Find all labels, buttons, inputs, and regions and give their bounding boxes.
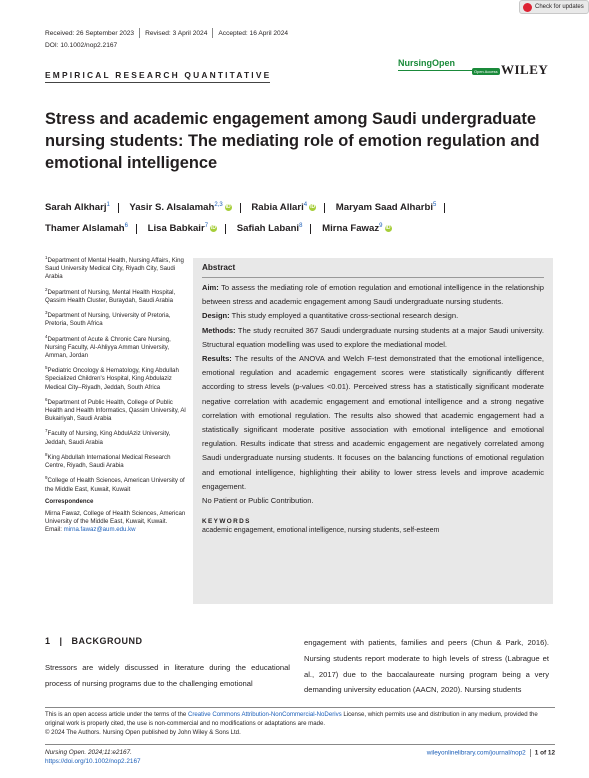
article-dates — [45, 28, 288, 38]
abstract-heading: Abstract — [202, 263, 236, 272]
affiliation-item: $^4$Department of Acute & Chronic Care Nursing, Nursing Faculty, Al-Ahliyya Amman University, Amman, Jordan — [45, 333, 171, 359]
footer-divider-bottom — [45, 744, 555, 745]
affiliation-item: $^3$Department of Nursing, University of Pretoria, Pretoria, South Africa — [45, 310, 171, 328]
author[interactable]: Rabia Allari$^4$ iD — [251, 202, 316, 214]
abstract-contribution: No Patient or Public Contribution. — [202, 496, 314, 506]
affiliation-item: $^6$Department of Public Health, College of Public Health and Health Informatics, Qassim University, Al Bukairiyah, Saudi Arabia — [45, 396, 186, 423]
publisher-logo[interactable]: WILEY — [501, 62, 549, 77]
abstract-results: Results: The results of the ANOVA and Welch F-test demonstrated that the emotional intelligence, emotional regulation and academic engagement scores were statistically significantly different according to stress levels (p-values <0.01). Perceived stress has a statistically significant moderate negative correlation with academic engagement and emotional intelligence and a strong negative correlation with emotional regulation. The results also showed that academic engagement had a statistically significant moderate positive association with emotional intelligence and emotional regulation. Results indicate that stress and academic engagement are negatively correlated among Saudi undergraduate nursing students. It focuses on the balancing functions of emotional regulation and emotional intelligence, highlighting their ability to lower stress levels and improve academic engagement. — [202, 354, 544, 491]
author-list — [45, 196, 555, 238]
section-label-rule — [45, 82, 270, 83]
abstract-aim: Aim: To assess the mediating role of emotion regulation and emotional intelligence in the relationship between stress and academic engagement among Saudi undergraduate nursing students. — [202, 283, 544, 307]
orcid-icon[interactable]: iD — [211, 225, 217, 232]
orcid-icon[interactable]: iD — [225, 204, 231, 211]
affiliation-item: $^1$Department of Mental Health, Nursing Affairs, King Saud University Medical City, Riyadh City, Saudi Arabia — [45, 255, 184, 281]
accepted-date: Accepted: 16 April 2024 — [218, 29, 289, 37]
body-column-right: engagement with patients, families and peers (Chun & Park, 2016). Nursing students report moderate to high levels of stress (Labrague et al., 2017) due to the baccalaureate nursing program being a very demanding university education (AACN, 2020). Nursing students — [304, 638, 549, 695]
journal-site-link[interactable]: wileyonlinelibrary.com/journal/nop2 — [426, 749, 526, 757]
author[interactable]: Sarah Alkharj$^1$ — [45, 202, 110, 214]
footer-divider — [45, 707, 555, 708]
license-text: This is an open access article under the terms of the Creative Commons Attribution-NonCommercial-NoDerivs License, which permits use and distribution in any medium, provided the original work is properly cited, the use is non-commercial and no modifications or adaptations are made. © 2024 The Authors. Nursing Open published by John Wiley & Sons Ltd. — [45, 711, 538, 736]
body-column-left: Stressors are widely discussed in literature during the educational process of nursing programs due to the challenging emotional — [45, 663, 290, 688]
abstract-methods: Methods: The study recruited 367 Saudi undergraduate nursing students at a major Saudi university. Structural equation modelling was used to explore the mediational model. — [202, 325, 544, 349]
orcid-icon[interactable]: iD — [385, 225, 391, 232]
affiliation-item: $^9$College of Health Sciences, American University of the Middle East, Kuwait, Kuwait — [45, 475, 185, 493]
open-access-badge: Open Access — [474, 69, 498, 74]
abstract-body — [202, 281, 544, 508]
page-info — [427, 749, 555, 757]
abstract-box — [193, 258, 553, 604]
copyright-text: © 2024 The Authors. Nursing Open published by John Wiley & Sons Ltd. — [45, 729, 241, 736]
abstract-divider — [202, 277, 544, 278]
affiliation-item: $^2$Department of Nursing, Mental Health Hospital, Qassim Health Cluster, Buraydah, Saudi Arabia — [45, 286, 176, 304]
check-updates-icon — [523, 3, 532, 12]
revised-date: Revised: 3 April 2024 — [145, 29, 208, 37]
author[interactable]: Thamer Alslamah$^6$ — [45, 223, 128, 235]
author[interactable]: Mirna Fawaz$^9$ iD — [322, 223, 391, 235]
keywords-list: academic engagement, emotional intelligence, nursing students, self-esteem — [202, 527, 440, 535]
correspondence-text: Mirna Fawaz, College of Health Sciences, American University of the Middle East, Kuwait, Kuwait. Email: mirna.fawaz@aum.edu.kw — [45, 509, 186, 534]
license-link[interactable]: Creative Commons Attribution-NonCommercial-NoDerivs — [187, 711, 342, 718]
section-heading-background: 1 | BACKGROUND — [45, 636, 143, 646]
abstract-design: Design: This study employed a quantitative cross-sectional research design. — [202, 311, 459, 321]
doi-link[interactable]: https://doi.org/10.1002/nop2.2167 — [45, 758, 141, 765]
journal-logo[interactable]: NursingOpen — [398, 58, 456, 68]
author[interactable]: Safiah Labani$^8$ — [236, 223, 303, 235]
correspondence-heading: Correspondence — [45, 497, 94, 505]
affiliation-item: $^8$King Abdullah International Medical Research Centre, Riyadh, Saudi Arabia — [45, 451, 171, 470]
doi-text: DOI: 10.1002/nop2.2167 — [45, 42, 118, 49]
author[interactable]: Lisa Babkair$^7$ iD — [147, 223, 217, 235]
article-type-label: EMPIRICAL RESEARCH QUANTITATIVE — [45, 70, 272, 80]
affiliation-item: $^5$Pediatric Oncology & Hematology, King Abdullah Specialized Children's Hospital, King Abdulaziz Medical City–Riyadh, Jeddah, South Africa — [45, 365, 179, 391]
page-number: 1 of 12 — [534, 749, 555, 757]
journal-citation: Nursing Open. 2024;11:e2167. https://doi.org/10.1002/nop2.2167 — [45, 749, 141, 765]
affiliation-item: $^7$Faculty of Nursing, King AbdulAziz University, Jeddah, Saudi Arabia — [45, 428, 171, 446]
keywords-heading: KEYWORDS — [202, 518, 251, 526]
check-updates-label: Check for updates — [535, 4, 584, 10]
author[interactable]: Maryam Saad Alharbi$^5$ — [335, 202, 437, 214]
article-title: Stress and academic engagement among Saudi undergraduate nursing students: The mediating role of emotion regulation and emotional intelligence — [45, 110, 540, 172]
orcid-icon[interactable]: iD — [310, 204, 316, 211]
affiliations — [45, 254, 190, 535]
email-link[interactable]: mirna.fawaz@aum.edu.kw — [63, 526, 136, 534]
author[interactable]: Yasir S. Alsalamah$^{2,3}$ iD — [129, 202, 231, 214]
received-date: Received: 26 September 2023 — [45, 29, 135, 37]
check-for-updates-button[interactable] — [519, 0, 589, 14]
